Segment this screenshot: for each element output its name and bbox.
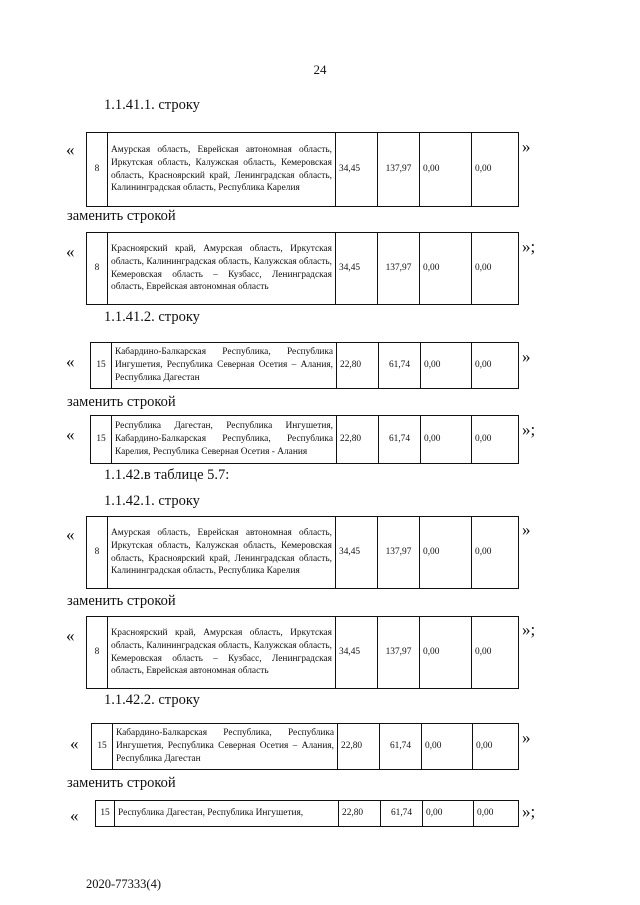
open-quote: « xyxy=(66,352,75,371)
row-number: 15 xyxy=(91,343,112,389)
value-cell-3: 0,00 xyxy=(421,416,472,464)
replace-label: заменить строкой xyxy=(67,593,176,609)
regions-cell: Красноярский край, Амурская область, Иркутская область, Калининградская область, Калужская область, Кемеровская область – Кузбасс, Ленинградская область, Еврейская автономная область xyxy=(108,233,336,305)
value-cell-3: 0,00 xyxy=(422,724,473,770)
heading-1-1-42-1: 1.1.42.1. строку xyxy=(104,493,200,509)
table-row xyxy=(95,800,519,827)
open-quote: « xyxy=(66,242,75,261)
value-cell-4: 0,00 xyxy=(473,724,519,770)
value-cell-1: 22,80 xyxy=(339,801,381,827)
row-number: 8 xyxy=(87,617,108,689)
value-cell-1: 22,80 xyxy=(338,724,380,770)
value-cell-4: 0,00 xyxy=(474,801,519,827)
replace-label: заменить строкой xyxy=(67,775,176,791)
regions-cell: Красноярский край, Амурская область, Иркутская область, Калининградская область, Калужская область, Кемеровская область – Кузбасс, Ленинградская область, Еврейская автономная область xyxy=(108,617,336,689)
row-number: 8 xyxy=(87,233,108,305)
value-cell-3: 0,00 xyxy=(420,617,472,689)
table-row xyxy=(86,516,519,589)
table-row xyxy=(86,232,519,305)
value-cell-3: 0,00 xyxy=(420,133,472,207)
value-cell-4: 0,00 xyxy=(472,233,519,305)
row-number: 8 xyxy=(87,133,108,207)
row-number: 15 xyxy=(96,801,115,827)
row-number: 8 xyxy=(87,517,108,589)
value-cell-2: 137,97 xyxy=(378,517,420,589)
close-quote: » xyxy=(522,520,531,539)
regions-cell: Республика Дагестан, Республика Ингушетия, Кабардино-Балкарская Республика, Республика Карелия, Республика Северная Осетия - Алания xyxy=(112,416,337,464)
heading-1-1-42-2: 1.1.42.2. строку xyxy=(104,692,200,708)
regions-cell: Амурская область, Еврейская автономная область, Иркутская область, Калужская область, Кемеровская область, Красноярский край, Ленинградская область, Калининградская область, Республика Карелия xyxy=(108,517,336,589)
replace-label: заменить строкой xyxy=(67,394,176,410)
close-quote: » xyxy=(522,728,531,747)
value-cell-1: 34,45 xyxy=(336,517,378,589)
value-cell-4: 0,00 xyxy=(472,517,519,589)
value-cell-1: 22,80 xyxy=(337,416,379,464)
table-row xyxy=(90,342,519,389)
value-cell-4: 0,00 xyxy=(472,617,519,689)
open-quote: « xyxy=(66,626,75,645)
value-cell-4: 0,00 xyxy=(472,343,519,389)
document-code: 2020-77333(4) xyxy=(86,877,161,891)
regions-cell: Кабардино-Балкарская Республика, Республика Ингушетия, Республика Северная Осетия – Алания, Республика Дагестан xyxy=(112,343,337,389)
table-row xyxy=(90,415,519,464)
value-cell-1: 22,80 xyxy=(337,343,379,389)
value-cell-2: 137,97 xyxy=(378,233,420,305)
value-cell-3: 0,00 xyxy=(423,801,474,827)
value-cell-3: 0,00 xyxy=(420,233,472,305)
heading-1-1-41-1: 1.1.41.1. строку xyxy=(104,97,200,113)
value-cell-1: 34,45 xyxy=(336,233,378,305)
value-cell-1: 34,45 xyxy=(336,133,378,207)
heading-1-1-41-2: 1.1.41.2. строку xyxy=(104,309,200,325)
close-quote: » xyxy=(522,137,531,156)
replace-label: заменить строкой xyxy=(67,208,176,224)
page-number: 24 xyxy=(313,62,327,77)
value-cell-4: 0,00 xyxy=(472,133,519,207)
value-cell-2: 137,97 xyxy=(378,617,420,689)
open-quote: « xyxy=(66,525,75,544)
value-cell-2: 61,74 xyxy=(380,724,422,770)
close-quote-final: »; xyxy=(522,237,536,256)
row-number: 15 xyxy=(92,724,113,770)
open-quote: « xyxy=(70,806,79,825)
regions-cell: Амурская область, Еврейская автономная область, Иркутская область, Калужская область, Кемеровская область, Красноярский край, Ленинградская область, Калининградская область, Республика Карелия xyxy=(108,133,336,207)
regions-cell: Республика Дагестан, Республика Ингушетия, xyxy=(115,801,339,827)
value-cell-2: 61,74 xyxy=(379,416,421,464)
table-row xyxy=(91,723,519,770)
value-cell-3: 0,00 xyxy=(421,343,472,389)
close-quote: » xyxy=(522,347,531,366)
value-cell-2: 137,97 xyxy=(378,133,420,207)
table-row xyxy=(86,132,519,207)
heading-1-1-42: 1.1.42.в таблице 5.7: xyxy=(104,467,230,483)
value-cell-2: 61,74 xyxy=(381,801,423,827)
value-cell-3: 0,00 xyxy=(420,517,472,589)
row-number: 15 xyxy=(91,416,112,464)
value-cell-2: 61,74 xyxy=(379,343,421,389)
open-quote: « xyxy=(70,734,79,753)
table-row xyxy=(86,616,519,689)
value-cell-4: 0,00 xyxy=(472,416,519,464)
open-quote: « xyxy=(66,140,75,159)
close-quote-final: »; xyxy=(522,620,536,639)
open-quote: « xyxy=(66,425,75,444)
regions-cell: Кабардино-Балкарская Республика, Республика Ингушетия, Республика Северная Осетия – Алания, Республика Дагестан xyxy=(113,724,338,770)
close-quote-final: »; xyxy=(522,802,536,821)
value-cell-1: 34,45 xyxy=(336,617,378,689)
close-quote-final: »; xyxy=(522,420,536,439)
